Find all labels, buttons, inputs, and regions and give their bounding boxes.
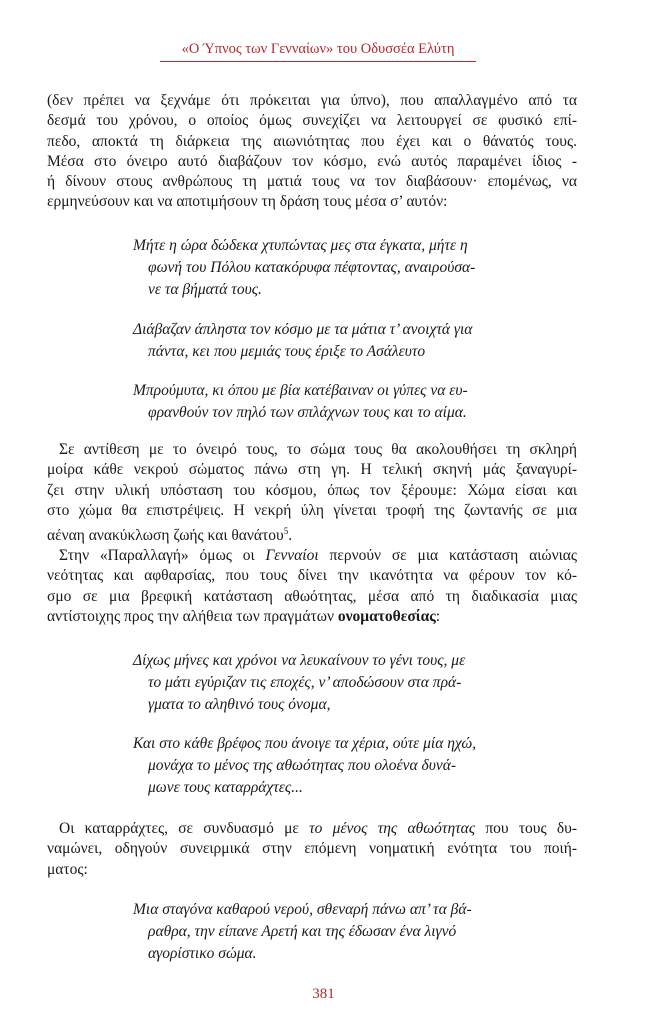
paragraph-line: μοίρα κάθε νεκρού σώματος πάνω στη γη. Η τελική σκηνή μάς ξαναγυρί- — [47, 461, 577, 479]
verse-quote-4 — [133, 650, 553, 716]
paragraph-text: περνούν σε μια κατάσταση αιώνιας — [318, 547, 578, 564]
verse-quote-5 — [133, 733, 553, 799]
paragraph-line: (δεν πρέπει να ξεχνάμε ότι πρόκειται για ύπνο), που απαλλαγμένο από τα — [47, 92, 577, 109]
paragraph-4 — [47, 819, 577, 880]
running-head-rule — [160, 61, 476, 62]
paragraph-line: ματος: — [47, 860, 88, 878]
paragraph-line: Μέσα στο όνειρο αυτό διαβάζουν τον κόσμο, ενώ αυτός παραμένει ίδιος - — [47, 152, 577, 170]
paragraph-text: . — [288, 527, 293, 545]
verse-line: φρανθούν τον πηλό των σπλάχνων τους και το αίμα. — [148, 404, 467, 421]
verse-quote-6 — [133, 899, 553, 965]
paragraph-line: ή δίνουν στους ανθρώπους τη ματιά τους να τον διαβάσουν· επομένως, να — [47, 173, 577, 191]
verse-line: Μήτε η ώρα δώδεκα χτυπώντας μες στα έγκατα, μήτε η — [133, 237, 468, 254]
verse-line: αγορίστικο σώμα. — [148, 945, 257, 962]
verse-quote-3 — [133, 380, 553, 424]
paragraph-line: ναμώνει, οδηγούν συνειρμικά στην επόμενη νοηματική ενότητα του ποιή- — [47, 840, 577, 858]
paragraph-line: νεότητας και αφθαρσίας, που τους δίνει την ικανότητα να φέρουν τον κό- — [47, 567, 577, 585]
paragraph-line: στο χώμα θα επιστρέψεις. Η νεκρή ύλη γίνεται τροφή της ζωντανής σε μια — [47, 501, 577, 519]
running-head: «Ο Ύπνος των Γενναίων» του Οδυσσέα Ελύτη — [181, 41, 455, 57]
paragraph-line: Σε αντίθεση με το όνειρό τους, το σώμα τους θα ακολουθήσει τη σκληρή — [59, 441, 577, 458]
emphasis-text: το μένος της αθωότητας — [309, 820, 476, 837]
bold-text: ονοματοθεσίας — [337, 607, 436, 625]
paragraph-line: ζει στην υλική υπόσταση του κόσμου, όπως τον ξέρουμε: Χώμα είσαι και — [47, 481, 577, 499]
verse-line: Δίχως μήνες και χρόνοι να λευκαίνουν το γένι τους, με — [133, 652, 466, 669]
paragraph-text: : — [435, 607, 441, 625]
verse-line: πάντα, κει που μεμιάς τους έριξε το Ασάλευτο — [148, 343, 426, 360]
paragraph-line — [47, 819, 577, 839]
paragraph-2 — [47, 440, 577, 547]
paragraph-3 — [47, 546, 577, 627]
paragraph-line — [47, 546, 577, 566]
paragraph-line — [47, 521, 577, 546]
footnote-marker: 5 — [283, 526, 289, 537]
paragraph-text: Οι καταρράχτες, σε συνδυασμό με — [59, 820, 310, 837]
paragraph-text: αντίστοιχης προς την αλήθεια των πραγμάτων — [47, 607, 338, 625]
paragraph-line: δεσμά του χρόνου, ο οποίος όμως συνεχίζει να λειτουργεί σε φυσικό επί- — [47, 112, 577, 130]
emphasis-text: Γενναίοι — [265, 547, 319, 564]
paragraph-line: ερμηνεύσουν και να αποτιμήσουν τη δράση τους μέσα σ’ αυτόν: — [47, 193, 448, 211]
paragraph-1 — [47, 91, 577, 213]
paragraph-text: αέναη ανακύκλωση ζωής και θανάτου — [47, 527, 284, 545]
verse-line: Μπρούμυτα, κι όπου με βία κατέβαιναν οι γύπες να ευ- — [133, 382, 468, 399]
verse-line: το μάτι εγύριζαν τις εποχές, ν’ αποδώσουν στα πρά- — [148, 674, 462, 691]
verse-line: Μια σταγόνα καθαρού νερού, σθεναρή πάνω απ’ τα βά- — [133, 901, 472, 918]
verse-line: Διάβαζαν άπληστα τον κόσμο με τα μάτια τ’ ανοιχτά για — [133, 321, 473, 338]
page-number: 381 — [312, 986, 335, 1002]
verse-quote-1 — [133, 235, 553, 301]
paragraph-line: σμο σε μια βρεφική κατάσταση αθωότητας, μέσα από τη διαδικασία μιας — [47, 587, 577, 605]
verse-line: φωνή του Πόλου κατακόρυφα πέφτοντας, αναιρούσα- — [148, 259, 476, 276]
verse-quote-2 — [133, 319, 553, 363]
verse-line: νε τα βήματά τους. — [148, 281, 262, 298]
paragraph-line — [47, 607, 577, 627]
verse-line: μωνε τους καταρράχτες... — [148, 779, 303, 796]
verse-line: μονάχα το μένος της αθωότητας που ολοένα δυνά- — [148, 757, 457, 774]
paragraph-text: Στην «Παραλλαγή» όμως οι — [59, 547, 266, 564]
paragraph-text: που τους δυ- — [475, 820, 577, 837]
paragraph-line: πεδο, αποκτά τη διάρκεια της αιωνιότητας που έχει και ο θάνατός τους. — [47, 132, 577, 150]
verse-line: Και στο κάθε βρέφος που άνοιγε τα χέρια, ούτε μία ηχώ, — [133, 735, 477, 752]
verse-line: γματα το αληθινό τους όνομα, — [148, 696, 331, 713]
verse-line: ραθρα, την είπανε Αρετή και της έδωσαν ένα λιγνό — [148, 923, 457, 940]
